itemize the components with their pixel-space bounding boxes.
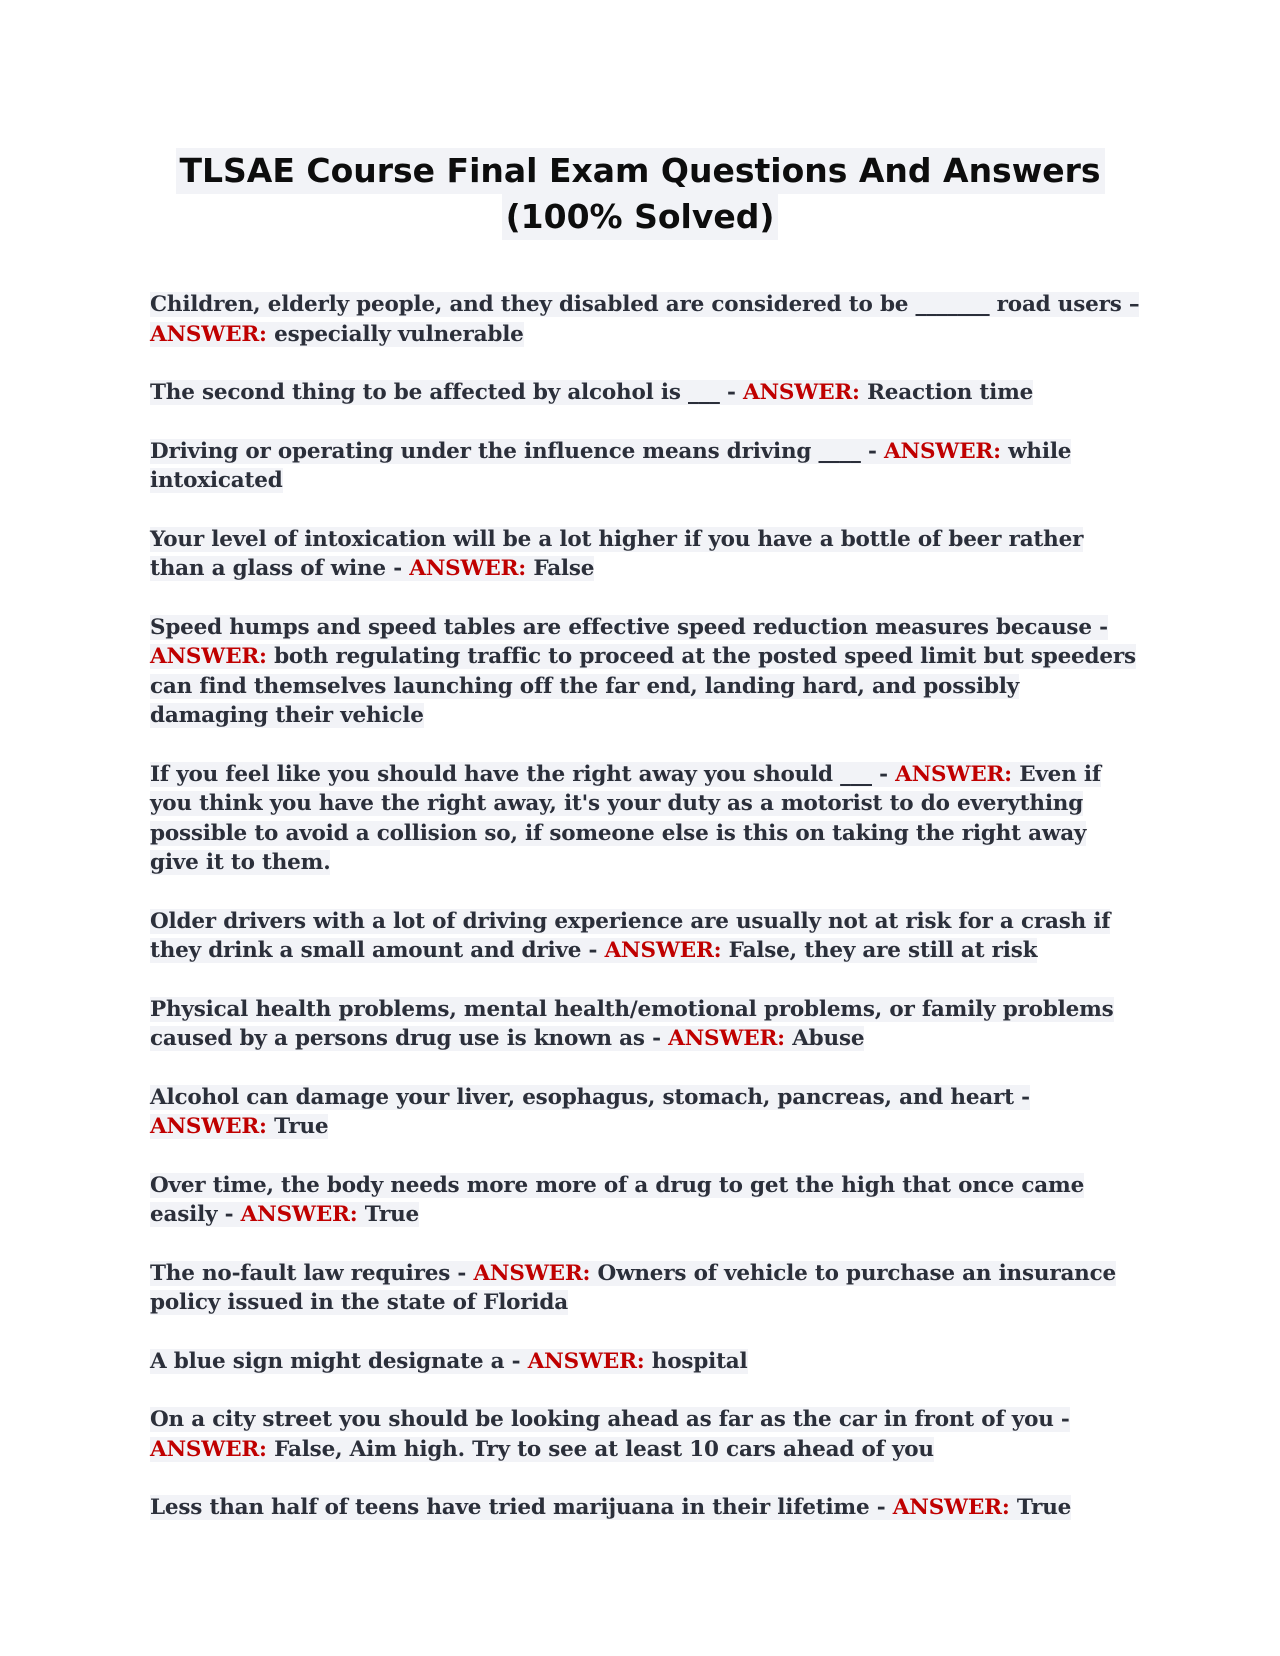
answer-label: ANSWER: [240,1202,358,1227]
question-text: Driving or operating under the influence means driving ____ - [150,438,877,464]
qa-item [150,907,1140,966]
qa-item [150,437,1140,496]
qa-item [150,290,1140,349]
answer-text: Abuse [784,1026,865,1051]
answer-text: hospital [644,1348,748,1374]
qa-item [150,1083,1140,1142]
question-text: Physical health problems, mental health/emotional problems, or family problems caused by a persons drug use is known as - [150,996,1114,1051]
answer-label: ANSWER: [884,438,1001,464]
question-text: The second thing to be affected by alcohol is ___ - [150,380,736,405]
answer-label: ANSWER: [527,1348,645,1374]
answer-text: Owners of vehicle to purchase an insurance policy issued in the state of Florida [150,1260,1116,1315]
question-text: Alcohol can damage your liver, esophagus, stomach, pancreas, and heart - [150,1084,1030,1110]
answer-label: ANSWER: [604,938,722,963]
answer-label: ANSWER: [150,1436,267,1462]
qa-item [150,995,1140,1054]
qa-item [150,525,1140,584]
answer-text: while intoxicated [150,438,1072,493]
qa-item [150,378,1140,408]
qa-item [150,1259,1140,1318]
answer-text: True [357,1202,420,1227]
qa-item [150,613,1140,731]
answer-label: ANSWER: [409,556,527,581]
question-text: On a city street you should be looking ahead as far as the car in front of you - [150,1407,1070,1432]
answer-label: ANSWER: [473,1260,591,1286]
answer-text: False [526,556,595,581]
answer-label: ANSWER: [150,644,267,669]
question-text: Older drivers with a lot of driving experience are usually not at risk for a crash if they drink a small amount and drive - [150,908,1111,963]
answer-label: ANSWER: [150,321,267,347]
qa-item [150,760,1140,878]
answer-text: both regulating traffic to proceed at the posted speed limit but speeders can find themselves launching off the far end, landing hard, and possibly damaging their vehicle [150,644,1136,728]
qa-item [150,1493,1140,1523]
question-text: Over time, the body needs more more of a drug to get the high that once came easily - [150,1172,1085,1227]
answer-text: False, Aim high. Try to see at least 10 cars ahead of you [266,1436,934,1462]
answer-label: ANSWER: [150,1114,267,1139]
qa-item [150,1405,1140,1464]
answer-text: False, they are still at risk [721,938,1038,963]
answer-text: True [266,1114,329,1139]
answer-label: ANSWER: [892,1495,1010,1520]
qa-item [150,1171,1140,1230]
qa-list [150,290,1140,1552]
qa-item [150,1347,1140,1377]
answer-text: True [1009,1495,1072,1520]
question-text: Less than half of teens have tried marijuana in their lifetime - [150,1495,886,1520]
title-line-2: (100% Solved) [502,194,779,240]
title-line-1: TLSAE Course Final Exam Questions And Answers [176,148,1105,194]
question-text: A blue sign might designate a - [150,1348,521,1374]
question-text: Speed humps and speed tables are effective speed reduction measures because - [150,614,1108,640]
question-text: The no-fault law requires - [150,1260,467,1286]
answer-label: ANSWER: [895,761,1012,787]
answer-label: ANSWER: [743,380,860,405]
question-text: Your level of intoxication will be a lot higher if you have a bottle of beer rather than a glass of wine - [150,526,1084,581]
answer-text: Reaction time [859,380,1034,405]
page-title [0,148,1280,240]
answer-label: ANSWER: [668,1026,785,1051]
question-text: If you feel like you should have the right away you should ___ - [150,761,888,787]
answer-text: especially vulnerable [266,321,524,347]
answer-text: Even if you think you have the right away, it's your duty as a motorist to do everything possible to avoid a collision so, if someone else is this on taking the right away give it to them. [150,761,1101,875]
question-text: Children, elderly people, and they disabled are considered to be _______ road users – [150,292,1140,317]
